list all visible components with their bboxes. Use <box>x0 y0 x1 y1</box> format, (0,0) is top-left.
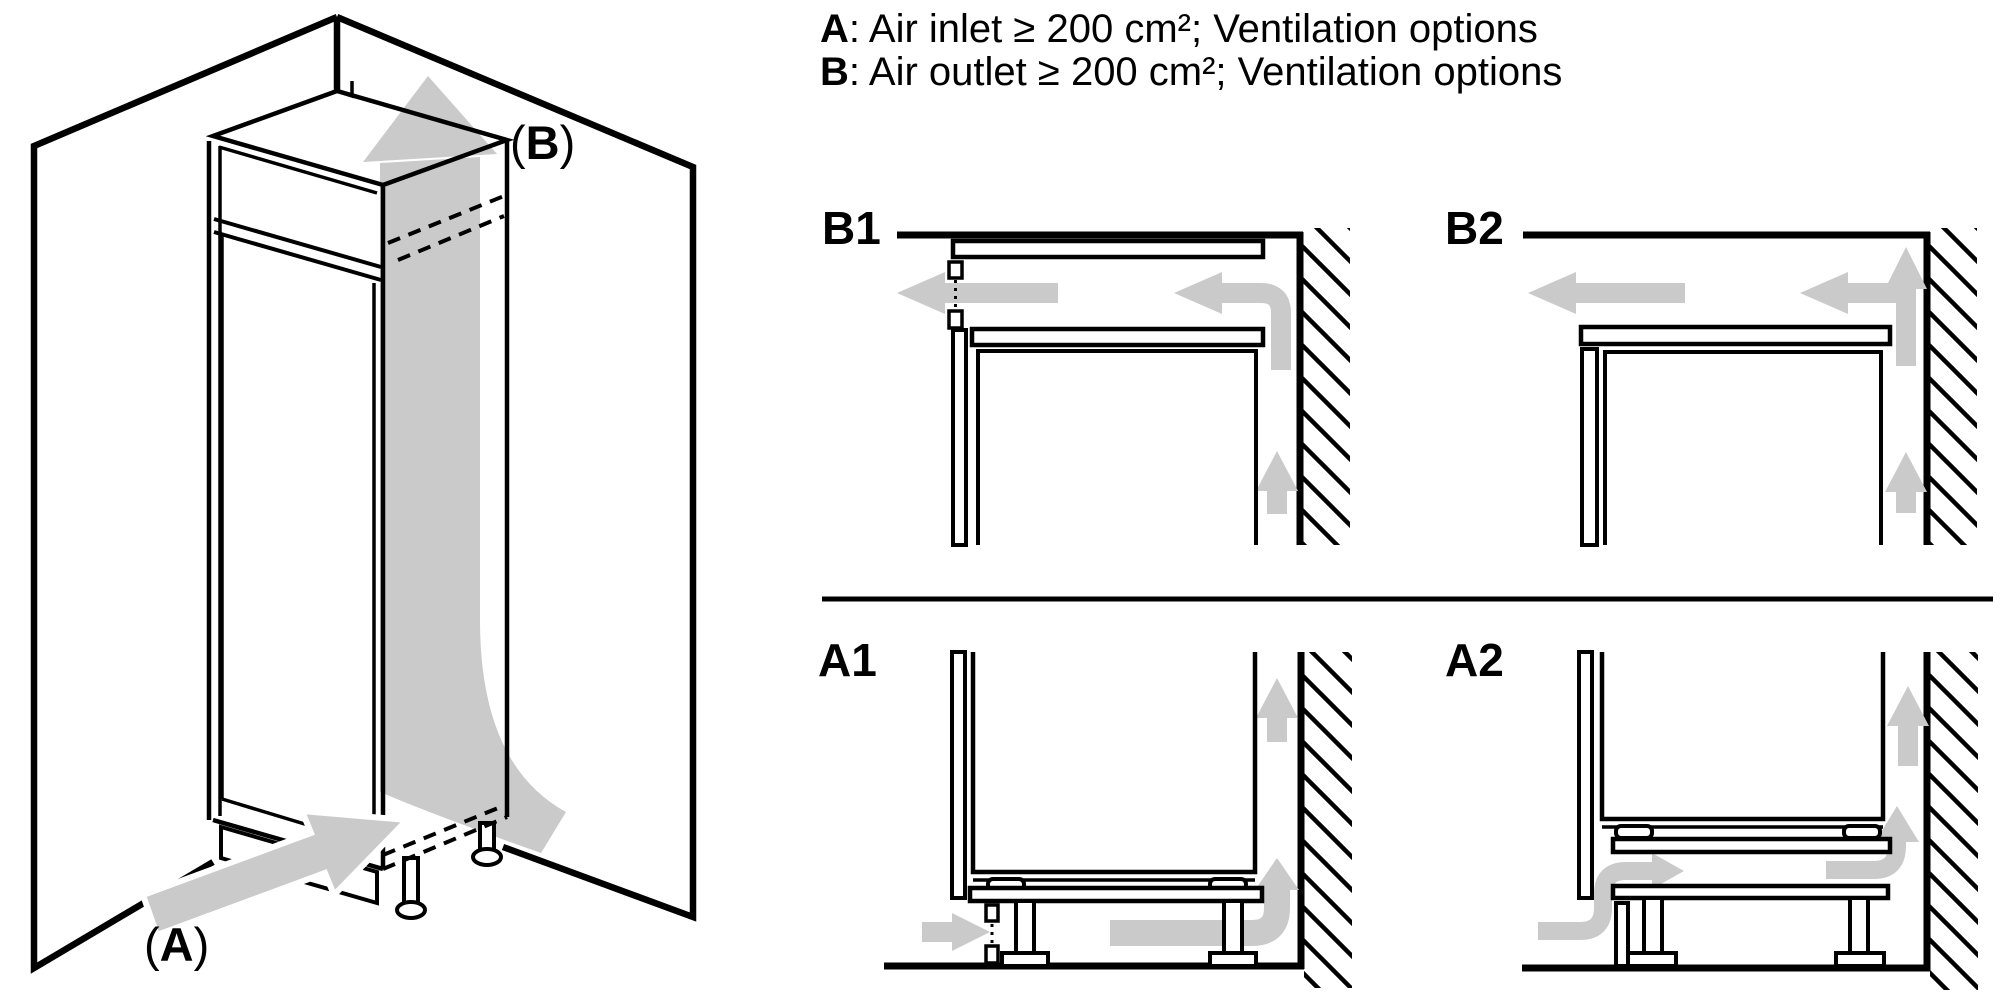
panel-b2-drawing <box>1523 228 1977 545</box>
overview-inlet-label <box>144 920 209 969</box>
cabinet-and-appliance <box>1579 652 1890 966</box>
legend-line-air-outlet <box>820 51 1562 94</box>
overview-outlet-label <box>510 118 575 167</box>
overview-isometric-drawing <box>34 17 693 968</box>
legend-text-a: : Air inlet ≥ 200 cm²; Ventilation options <box>848 7 1538 51</box>
panel-b1-drawing <box>897 228 1350 545</box>
panel-label-b1: B1 <box>822 202 881 254</box>
panel-label-a1: A1 <box>818 634 877 686</box>
cabinet-and-appliance <box>952 652 1262 966</box>
wall-hatching <box>1930 228 1977 545</box>
inlet-letter: A <box>159 918 194 971</box>
wall-hatching <box>1303 228 1350 545</box>
panel-label-b2: B2 <box>1445 202 1504 254</box>
outlet-letter: B <box>525 116 560 169</box>
legend <box>820 8 1562 94</box>
wall-hatching <box>1930 652 1978 990</box>
outlet-air-arrow <box>363 76 566 853</box>
panel-a2-drawing <box>1522 652 1978 990</box>
panel-a1-drawing <box>884 652 1352 988</box>
paren: ( <box>144 918 160 971</box>
cabinet-and-appliance <box>1581 327 1890 545</box>
paren: ) <box>559 116 576 169</box>
legend-text-b: : Air outlet ≥ 200 cm²; Ventilation options <box>848 50 1563 94</box>
legend-key-a: A <box>820 7 849 51</box>
paren: ( <box>510 116 526 169</box>
legend-line-air-inlet <box>820 8 1562 51</box>
paren: ) <box>193 918 210 971</box>
legend-key-b: B <box>820 50 849 94</box>
panel-label-a2: A2 <box>1445 634 1504 686</box>
wall-hatching <box>1304 652 1352 988</box>
